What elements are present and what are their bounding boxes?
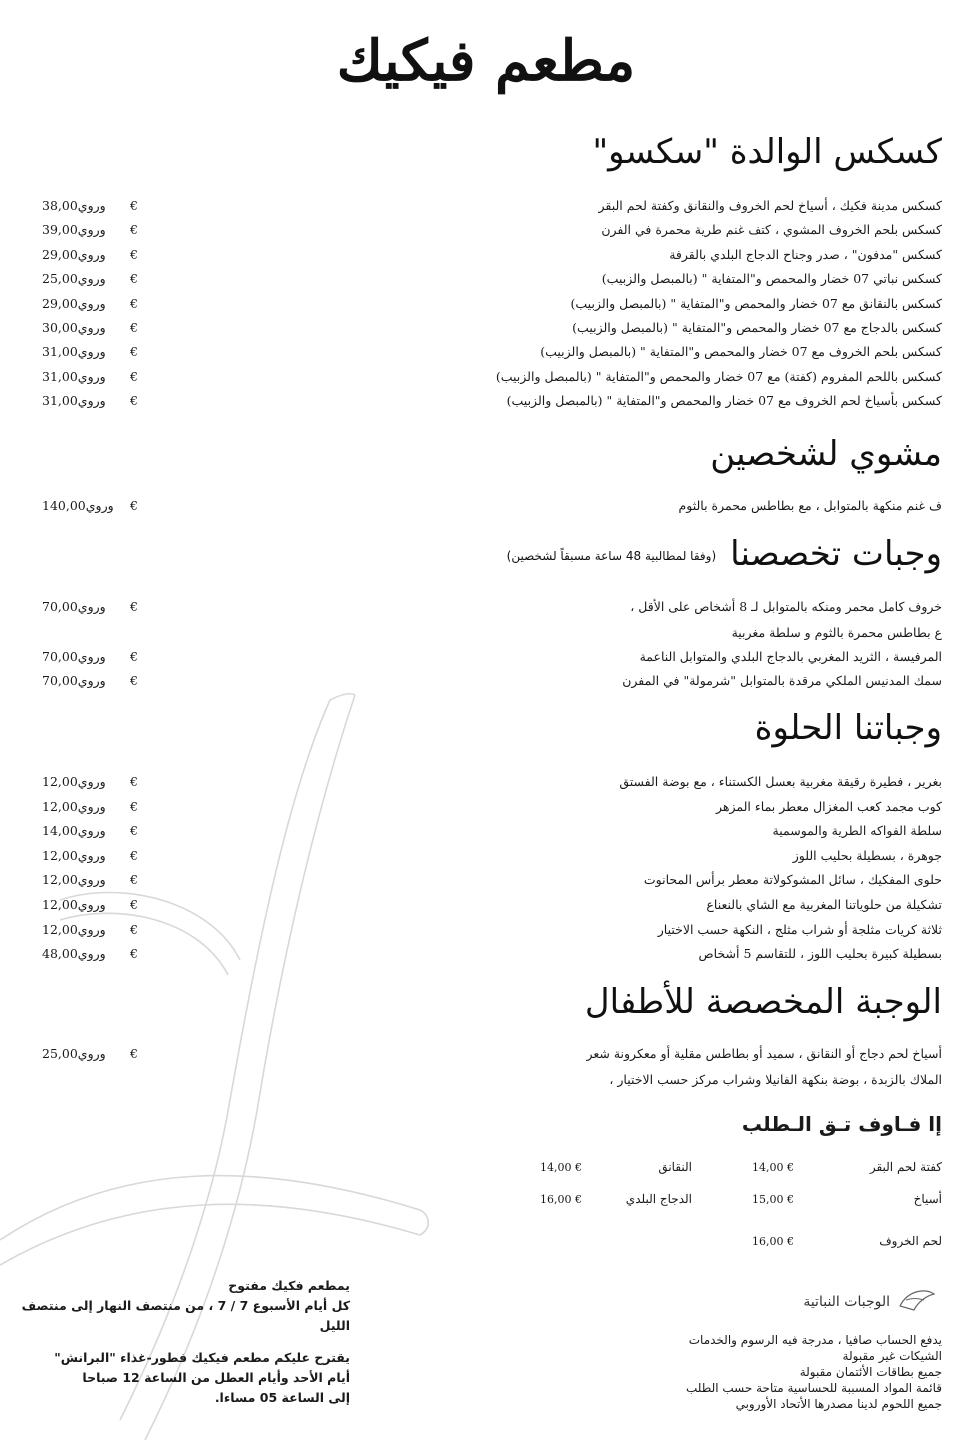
price-value: 12,00 [42, 872, 78, 888]
section-heading-grill: مشوي لشخصين [710, 434, 942, 474]
supplement-name: كفتة لحم البقر [869, 1160, 942, 1174]
menu-item-price [42, 498, 138, 513]
menu-item-price [42, 198, 138, 213]
policy-line: جميع اللحوم لدينا مصدرها الأتحاد الأوروبي [735, 1397, 942, 1411]
menu-item-price [42, 774, 138, 789]
menu-item-price [42, 823, 138, 838]
menu-item-name: كسكس بأسياخ لحم الخروف مع 07 خضار والمحمص و"المتفاية " (بالمبصل والزبيب) [506, 393, 942, 409]
currency-symbol: € [130, 344, 138, 360]
currency-symbol: € [130, 368, 138, 384]
currency-symbol: € [130, 320, 138, 335]
menu-item-name: كسكس بلحم الخروف المشوي ، كتف غنم طرية محمرة في الفرن [601, 222, 942, 238]
section-heading-desserts: وجباتنا الحلوة [754, 708, 942, 748]
section-heading-kids: الوجبة المخصصة للأطفال [584, 982, 942, 1022]
currency-symbol: € [130, 823, 138, 839]
menu-item-name: سمك المدنيس الملكي مرقدة بالمتوابل "شرمولة" في المفرن [622, 673, 942, 688]
price-value: 29,00 [42, 295, 78, 311]
vegetarian-label: الوجبات النباتية [803, 1294, 890, 1310]
menu-item-name: ف غنم منكهة بالمتوابل ، مع بطاطس محمرة بالثوم [678, 498, 942, 513]
menu-item-name: كسكس بالنقانق مع 07 خضار والمحمص و"المتفاية " (بالمبصل والزبيب) [570, 295, 942, 311]
policy-line: جميع بطاقات الأئتمان مقبولة [799, 1365, 942, 1379]
section-heading-specialties [507, 534, 942, 574]
price-unit: وروي [77, 198, 106, 213]
menu-item-price [42, 296, 138, 311]
menu-item-price [42, 799, 138, 814]
currency-symbol: € [130, 946, 138, 962]
currency-symbol: € [130, 847, 138, 863]
menu-item-price [42, 922, 138, 937]
supplement-price: 15,00 € [752, 1193, 794, 1206]
price-unit: وروي [77, 921, 106, 937]
currency-symbol: € [130, 897, 138, 912]
supplement-price: 14,00 € [752, 1161, 794, 1174]
price-unit: وروي [77, 946, 106, 962]
price-value: 14,00 [42, 823, 78, 839]
supplement-name: الدجاج البلدي [625, 1192, 692, 1206]
currency-symbol: € [130, 198, 138, 213]
policy-line: يدفع الحساب صافيا ، مدرجة فيه الرسوم والخدمات [688, 1333, 942, 1347]
price-value: 30,00 [42, 320, 78, 335]
menu-item-price [42, 369, 138, 384]
currency-symbol: € [130, 222, 138, 238]
price-unit: وروي [77, 393, 106, 409]
menu-item-name: كسكس نباتي 07 خضار والمحمص و"المتفاية " (بالمبصل والزبيب) [601, 271, 942, 287]
price-unit: وروي [77, 649, 106, 664]
price-value: 70,00 [42, 649, 78, 664]
price-unit: وروي [77, 823, 106, 839]
brunch-line-1: يقترح عليكم مطعم فيكيك فطور-غذاء "البرانش" [54, 1350, 350, 1365]
price-value: 38,00 [42, 198, 78, 213]
supplement-price: 16,00 € [752, 1235, 794, 1248]
currency-symbol: € [130, 498, 138, 513]
currency-symbol: € [130, 295, 138, 311]
menu-item-price [42, 344, 138, 359]
currency-symbol: € [130, 1046, 138, 1061]
menu-item-price [42, 222, 138, 237]
price-unit: وروي [77, 344, 106, 360]
supplement-name: أسياخ [913, 1192, 942, 1206]
price-unit: وروي [77, 872, 106, 888]
menu-item-price [42, 599, 138, 614]
price-unit: وروي [77, 673, 106, 688]
price-unit: وروي [77, 897, 106, 912]
price-value: 31,00 [42, 393, 78, 409]
price-value: 12,00 [42, 798, 78, 814]
price-value: 29,00 [42, 246, 78, 262]
currency-symbol: € [130, 271, 138, 287]
currency-symbol: € [130, 649, 138, 664]
restaurant-title: مطعم فيكيك [336, 28, 636, 94]
brunch-line-2: أيام الأحد وأيام العطل من الساعة 12 صباحا [82, 1370, 350, 1385]
currency-symbol: € [130, 921, 138, 937]
menu-item-name: كسكس "مدفون" ، صدر وجناح الدجاج البلدي بالقرفة [669, 246, 942, 262]
menu-item-price [42, 946, 138, 961]
opening-line-2: كل أيام الأسبوع 7 / 7 ، من منتصف النهار إلى منتصف الليل [21, 1298, 350, 1333]
currency-symbol: € [130, 246, 138, 262]
price-value: 12,00 [42, 897, 78, 912]
currency-symbol: € [130, 599, 138, 614]
menu-item-name: المرفيسة ، الثريد المغربي بالدجاج البلدي والمتوابل الناعمة [639, 649, 942, 664]
menu-item-price [42, 848, 138, 863]
price-unit: وروي [77, 271, 106, 287]
menu-item-name: كسكس مدينة فكيك ، أسياخ لحم الخروف والنقانق وكفتة لحم البقر [598, 198, 942, 213]
kids-line-1: أسياخ لحم دجاج أو النقانق ، سميد أو بطاطس مقلية أو معكرونة شعر [586, 1046, 942, 1061]
menu-item-name: حلوى المفكيك ، سائل المشوكولاتة معطر برأس المحانوت [643, 872, 942, 888]
price-unit: وروي [77, 320, 106, 335]
menu-item-name: كوب مجمد كعب المغزال معطر بماء المزهر [716, 798, 942, 814]
kids-line-2: الملاك بالزبدة ، بوضة بنكهة الفانيلا وشراب مركز حسب الاختيار ، [609, 1072, 942, 1087]
menu-item-name: كسكس باللحم المفروم (كفتة) مع 07 خضار والمحمص و"المتفاية " (بالمبصل والزبيب) [495, 368, 942, 384]
currency-symbol: € [130, 872, 138, 888]
price-unit: وروي [77, 368, 106, 384]
menu-item-name: سلطة الفواكه الطرية والموسمية [772, 823, 942, 839]
currency-symbol: € [130, 393, 138, 409]
supplements-heading: إا فـاوف تـق الـطلب [741, 1112, 942, 1136]
price-unit: وروي [77, 246, 106, 262]
menu-item-name: كسكس بلحم الخروف مع 07 خضار والمحمص و"المتفاية " (بالمبصل والزبيب) [540, 344, 942, 360]
menu-item-name: جوهرة ، بسطيلة بحليب اللوز [792, 847, 942, 863]
opening-hours [14, 1276, 350, 1408]
menu-item-name: بسطيلة كبيرة بحليب اللوز ، للتقاسم 5 أشخاص [698, 946, 942, 962]
menu-item-name: بغرير ، فطيرة رقيقة مغربية بعسل الكستناء ، مع بوضة الفستق [619, 774, 942, 789]
menu-item-price [42, 897, 138, 912]
opening-line-1: يمطعم فكيك مفتوح [228, 1278, 350, 1293]
policy-line: الشيكات غير مقبولة [842, 1349, 942, 1363]
menu-item-price [42, 872, 138, 887]
price-unit: وروي [85, 498, 114, 513]
price-value: 48,00 [42, 946, 78, 962]
leaf-icon [896, 1286, 938, 1314]
price-unit: وروي [77, 599, 106, 614]
policy-line: قائمة المواد المسببة للحساسية متاحة حسب الطلب [685, 1381, 942, 1395]
price-value: 31,00 [42, 344, 78, 360]
price-unit: وروي [77, 847, 106, 863]
price-value: 12,00 [42, 921, 78, 937]
menu-item-name: تشكيلة من حلوياتنا المغربية مع الشاي بالنعناع [706, 897, 942, 912]
price-value: 31,00 [42, 368, 78, 384]
price-unit: وروي [77, 222, 106, 238]
specialties-heading-text: وجبات تخصصنا [730, 534, 942, 574]
currency-symbol: € [130, 798, 138, 814]
supplement-price: 16,00 € [540, 1193, 582, 1206]
price-value: 25,00 [42, 1046, 78, 1061]
price-value: 12,00 [42, 847, 78, 863]
kids-price [42, 1046, 138, 1061]
price-unit: وروي [77, 798, 106, 814]
price-value: 70,00 [42, 673, 78, 688]
price-value: 70,00 [42, 599, 78, 614]
menu-item-price [42, 673, 138, 688]
price-value: 25,00 [42, 271, 78, 287]
policies-list [686, 1332, 942, 1412]
price-unit: وروي [77, 295, 106, 311]
menu-item-price [42, 649, 138, 664]
section-heading-couscous: كسكس الوالدة "سكسو" [592, 132, 942, 172]
supplement-name: النقانق [658, 1160, 692, 1174]
price-unit: وروي [77, 1046, 106, 1061]
brunch-line-3: إلى الساعة 05 مساءا. [214, 1390, 350, 1405]
menu-item-price [42, 320, 138, 335]
menu-item-price [42, 393, 138, 408]
supplement-name: لحم الخروف [879, 1234, 942, 1248]
price-value: 39,00 [42, 222, 78, 238]
menu-item-price [42, 247, 138, 262]
menu-item-name: خروف كامل محمر ومنكه بالمتوابل لـ 8 أشخاص على الأقل ، [630, 599, 942, 614]
currency-symbol: € [130, 774, 138, 789]
menu-item-name: كسكس بالدجاج مع 07 خضار والمحمص و"المتفاية " (بالمبصل والزبيب) [572, 320, 942, 335]
specialties-note: (وفقا لمطالبية 48 ساعة مسبقاً لشخصين) [506, 548, 717, 563]
currency-symbol: € [130, 673, 138, 688]
price-unit: وروي [77, 774, 106, 789]
supplement-price: 14,00 € [540, 1161, 582, 1174]
menu-item-price [42, 271, 138, 286]
price-value: 12,00 [42, 774, 78, 789]
menu-item-name: ثلاثة كريات مثلجة أو شراب مثلج ، النكهة حسب الاختيار [657, 921, 942, 937]
price-value: 140,00 [42, 498, 86, 513]
menu-item-name: ع بطاطس محمرة بالثوم و سلطة مغربية [731, 625, 942, 640]
